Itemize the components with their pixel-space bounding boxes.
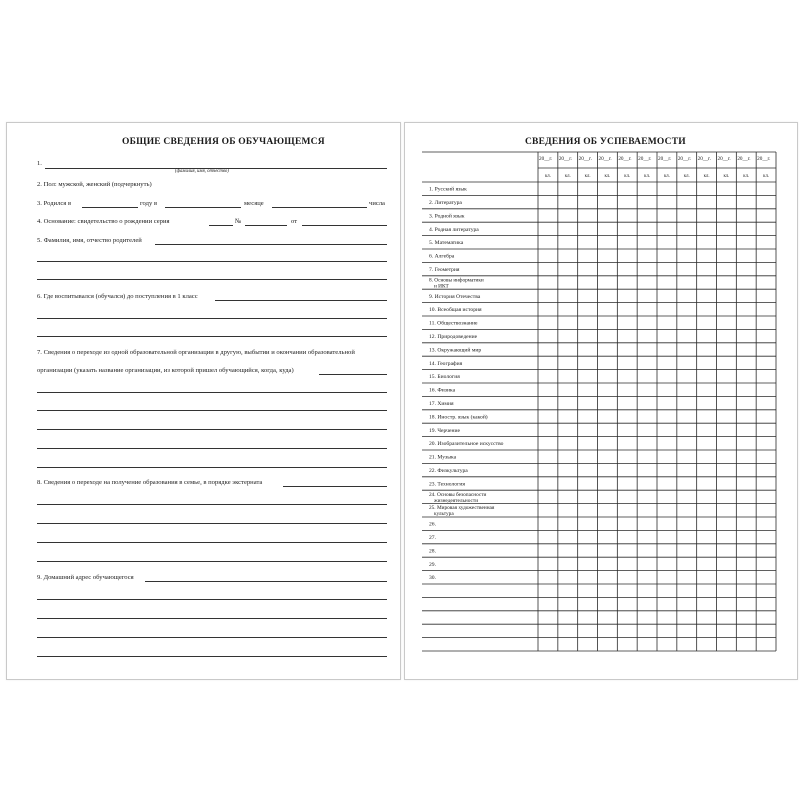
item3-year-line[interactable] bbox=[82, 207, 138, 208]
subject-name: 7. Геометрия bbox=[429, 267, 460, 273]
item7-line-3[interactable] bbox=[37, 429, 387, 430]
year-header-cell: 20__г. bbox=[558, 156, 573, 162]
class-header-cell: кл. bbox=[663, 174, 670, 179]
class-header-cell: кл. bbox=[683, 174, 690, 179]
item7-line-1[interactable] bbox=[37, 392, 387, 393]
item8-line-3[interactable] bbox=[37, 542, 387, 543]
subject-name: 14. География bbox=[429, 360, 463, 367]
item8-family-education-label: 8. Сведения о переходе на получение образования в семье, в порядке экстерната bbox=[37, 479, 263, 486]
subject-name: 26. bbox=[429, 521, 436, 528]
class-header-cell: кл. bbox=[644, 174, 651, 179]
item7-transfer-label-2: организации (указать название организации, из которой пришел обучающийся, когда, куда) bbox=[37, 367, 294, 374]
subject-name: 20. Изобразительное искусство bbox=[429, 441, 504, 448]
subject-name: 8. Основы информатики bbox=[429, 277, 484, 284]
item4-date-label: от bbox=[291, 218, 298, 225]
item7-line-5[interactable] bbox=[37, 467, 387, 468]
item1-hint: (фамилия, имя, отчество) bbox=[175, 169, 229, 174]
subject-name: 18. Иностр. язык (какой) bbox=[429, 414, 488, 421]
subject-name-continuation: и ИКТ bbox=[434, 283, 449, 290]
year-header-cell: 20__г. bbox=[717, 156, 731, 162]
subject-name: 2. Литература bbox=[429, 200, 462, 206]
subject-name: 19. Черчение bbox=[429, 427, 460, 434]
class-header-cell: кл. bbox=[584, 174, 591, 179]
year-header-cell: 20__г. bbox=[697, 156, 711, 162]
subject-name: 22. Физкультура bbox=[429, 468, 468, 474]
subject-name: 23. Технология bbox=[429, 481, 465, 488]
item9-line-0[interactable] bbox=[145, 581, 387, 582]
class-header-cell: кл. bbox=[763, 174, 770, 179]
class-header-cell: кл. bbox=[703, 174, 710, 179]
subject-name: 29. bbox=[429, 561, 436, 568]
subject-name: 9. История Отечества bbox=[429, 293, 481, 300]
left-page-general-info bbox=[6, 122, 401, 680]
item9-line-4[interactable] bbox=[37, 656, 387, 657]
item7-line-0[interactable] bbox=[319, 374, 387, 375]
subject-name: 28. bbox=[429, 548, 436, 555]
subject-name: 13. Окружающий мир bbox=[429, 347, 482, 354]
item8-line-2[interactable] bbox=[37, 523, 387, 524]
item5-line-2[interactable] bbox=[37, 261, 387, 262]
item7-line-4[interactable] bbox=[37, 448, 387, 449]
subject-name: 1. Русский язык bbox=[429, 186, 467, 193]
item3-month-label: месяце bbox=[244, 200, 264, 207]
item4-number-line[interactable] bbox=[245, 225, 287, 226]
item5-line-3[interactable] bbox=[37, 279, 387, 280]
item4-number-label: № bbox=[235, 218, 242, 225]
item4-series-line[interactable] bbox=[209, 225, 233, 226]
subject-name: 30. bbox=[429, 575, 436, 582]
grades-table bbox=[405, 123, 797, 679]
year-header-cell: 20__г. bbox=[638, 156, 652, 162]
class-header-cell: кл. bbox=[564, 174, 571, 179]
item4-basis-label: 4. Основание: свидетельство о рождении серия bbox=[37, 218, 170, 225]
item6-line-1[interactable] bbox=[215, 300, 387, 301]
item6-line-3[interactable] bbox=[37, 336, 387, 337]
subject-name: 17. Химия bbox=[429, 401, 454, 407]
subject-name: 10. Всеобщая история bbox=[429, 307, 482, 314]
item9-line-1[interactable] bbox=[37, 599, 387, 600]
item2-gender: 2. Пол: мужской, женский (подчеркнуть) bbox=[37, 181, 152, 188]
subject-name: 24. Основы безопасности bbox=[429, 491, 487, 498]
subject-name: 4. Родная литература bbox=[429, 226, 479, 233]
subject-name: 5. Математика bbox=[429, 240, 464, 247]
right-page-academic-progress bbox=[404, 122, 798, 680]
subject-name: 27. bbox=[429, 535, 436, 541]
class-header-cell: кл. bbox=[624, 174, 631, 179]
year-header-cell: 20__г. bbox=[578, 156, 592, 162]
year-header-cell: 20__г. bbox=[598, 156, 612, 162]
item1-label: 1. bbox=[37, 160, 42, 167]
item9-line-3[interactable] bbox=[37, 637, 387, 638]
subject-name: 3. Родной язык bbox=[429, 213, 465, 220]
subject-name: 21. Музыка bbox=[429, 454, 457, 461]
year-header-cell: 20__г. bbox=[677, 156, 692, 162]
item7-transfer-label-1: 7. Сведения о переходе из одной образовательной организации в другую, выбытии и окончании образовательной bbox=[37, 349, 355, 356]
subject-name: 15. Биология bbox=[429, 374, 460, 381]
item3-year-label: году в bbox=[140, 200, 158, 207]
item6-prior-education-label: 6. Где воспитывался (обучался) до поступления в 1 класс bbox=[37, 293, 198, 300]
page-title-general-info: ОБЩИЕ СВЕДЕНИЯ ОБ ОБУЧАЮЩЕМСЯ bbox=[122, 137, 325, 147]
subject-name: 16. Физика bbox=[429, 387, 456, 394]
item3-month-line[interactable] bbox=[165, 207, 241, 208]
item5-line-1[interactable] bbox=[155, 244, 387, 245]
class-header-cell: кл. bbox=[743, 174, 750, 179]
subject-name-continuation: жизнедеятельности bbox=[434, 497, 479, 504]
year-header-cell: 20__г. bbox=[757, 156, 771, 162]
item9-line-2[interactable] bbox=[37, 618, 387, 619]
item8-line-4[interactable] bbox=[37, 561, 387, 562]
item3-day-line[interactable] bbox=[272, 207, 367, 208]
item8-line-0[interactable] bbox=[283, 486, 387, 487]
year-header-cell: 20__г. bbox=[658, 156, 672, 162]
subject-name: 12. Природоведение bbox=[429, 334, 478, 340]
item6-line-2[interactable] bbox=[37, 318, 387, 319]
page-title-academic-progress: СВЕДЕНИЯ ОБ УСПЕВАЕМОСТИ bbox=[525, 137, 686, 147]
class-header-cell: кл. bbox=[723, 174, 730, 179]
class-header-cell: кл. bbox=[604, 174, 611, 179]
year-header-cell: 20__г. bbox=[618, 156, 632, 162]
class-header-cell: кл. bbox=[544, 174, 551, 179]
subject-name: 11. Обществознание bbox=[429, 320, 478, 327]
item4-date-line[interactable] bbox=[302, 225, 387, 226]
item5-parents-label: 5. Фамилия, имя, отчество родителей bbox=[37, 237, 142, 244]
subject-name: 6. Алгебра bbox=[429, 253, 455, 260]
item7-line-2[interactable] bbox=[37, 410, 387, 411]
subject-name-continuation: культура bbox=[434, 511, 454, 518]
year-header-cell: 20__г. bbox=[539, 156, 553, 162]
item3-day-label: числа bbox=[369, 200, 385, 207]
subject-name: 25. Мировая художественная bbox=[429, 505, 495, 512]
item3-born-label: 3. Родился в bbox=[37, 200, 72, 207]
year-header-cell: 20__г. bbox=[737, 156, 751, 162]
item8-line-1[interactable] bbox=[37, 504, 387, 505]
item9-address-label: 9. Домашний адрес обучающегося bbox=[37, 574, 134, 581]
